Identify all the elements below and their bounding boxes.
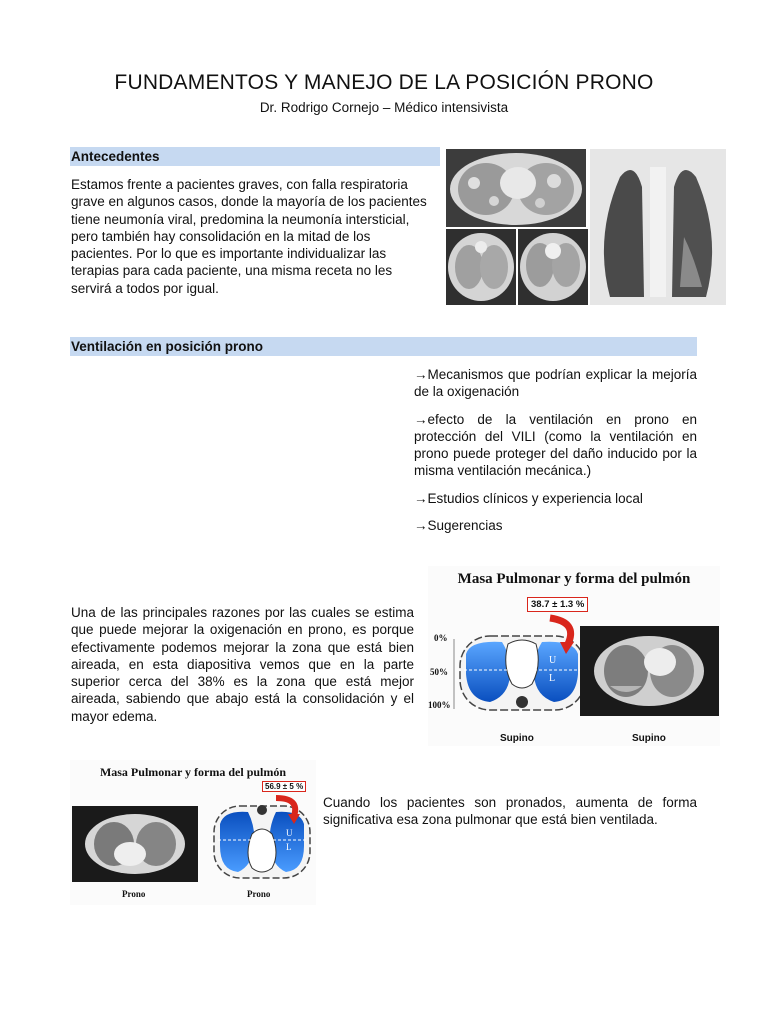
masa1-paragraph: Una de las principales razones por las cuales se estima que puede mejorar la oxigenación en prono, es porque efectivamente podemos mejorar la zona que está bien aireada, en esta diapositiva vemos que en la parte superior cerca del 38% es la zona que está mejor aireada, sabiendo que abajo está la consolidación y el mayor edema. — [71, 605, 414, 724]
section-heading-antecedentes: Antecedentes — [70, 147, 440, 166]
ct-image-prono-graphic — [72, 806, 198, 882]
caption-supino-left: Supino — [500, 733, 534, 744]
letter-u: U — [549, 655, 557, 666]
figure-supino — [428, 566, 720, 746]
ct-image-supino — [580, 626, 719, 716]
masa2-paragraph: Cuando los pacientes son pronados, aumenta de forma significativa esa zona pulmonar que está bien ventilada. — [323, 795, 697, 828]
document-title: FUNDAMENTOS Y MANEJO DE LA POSICIÓN PRONO — [114, 71, 654, 94]
ct-scan-collage-graphic — [444, 147, 728, 310]
lung-diagram-supino — [450, 614, 590, 714]
percentage-badge: 38.7 ± 1.3 % — [527, 597, 588, 612]
bullet-item: →Estudios clínicos y experiencia local — [414, 490, 643, 506]
ct-scan-collage — [444, 147, 728, 310]
figure-title: Masa Pulmonar y forma del pulmón — [99, 765, 287, 779]
letter-l: L — [549, 673, 556, 684]
letter-u: U — [286, 828, 293, 838]
caption-prono-left: Prono — [122, 889, 146, 899]
ventilacion-bullet-list — [414, 366, 697, 534]
axis-label-50: 50% — [430, 667, 448, 677]
caption-prono-right: Prono — [247, 889, 271, 899]
antecedentes-paragraph: Estamos frente a pacientes graves, con falla respiratoria grave en algunos casos, donde la mayoría de los pacientes tiene neumonía viral, predomina la neumonía intersticial, pero también hay consolidación en la mitad de los pacientes. Por lo que es importante individualizar las terapias para cada paciente, una misma receta no les servirá a todos por igual. — [71, 177, 427, 296]
lung-diagram-prono — [210, 794, 316, 884]
axis-label-100: 100% — [428, 700, 451, 710]
bullet-item: →Sugerencias — [414, 518, 503, 534]
document-author: Dr. Rodrigo Cornejo – Médico intensivista — [259, 100, 509, 115]
bullet-item: →efecto de la ventilación en prono en protección del VILI (como la ventilación en prono puede proteger del daño inducido por la misma ventilación mecánica.) — [414, 411, 697, 479]
figure-title: Masa Pulmonar y forma del pulmón — [457, 571, 691, 587]
ct-image-prono — [72, 806, 198, 882]
axis-label-0: 0% — [434, 633, 448, 643]
caption-supino-right: Supino — [632, 733, 666, 744]
percentage-badge: 56.9 ± 5 % — [262, 781, 306, 792]
figure-prono — [70, 760, 316, 905]
bullet-item: →Mecanismos que podrían explicar la mejoría de la oxigenación — [414, 367, 697, 400]
letter-l: L — [286, 842, 292, 852]
ct-image-supino-graphic — [580, 626, 719, 716]
section-heading-ventilacion: Ventilación en posición prono — [70, 337, 697, 356]
